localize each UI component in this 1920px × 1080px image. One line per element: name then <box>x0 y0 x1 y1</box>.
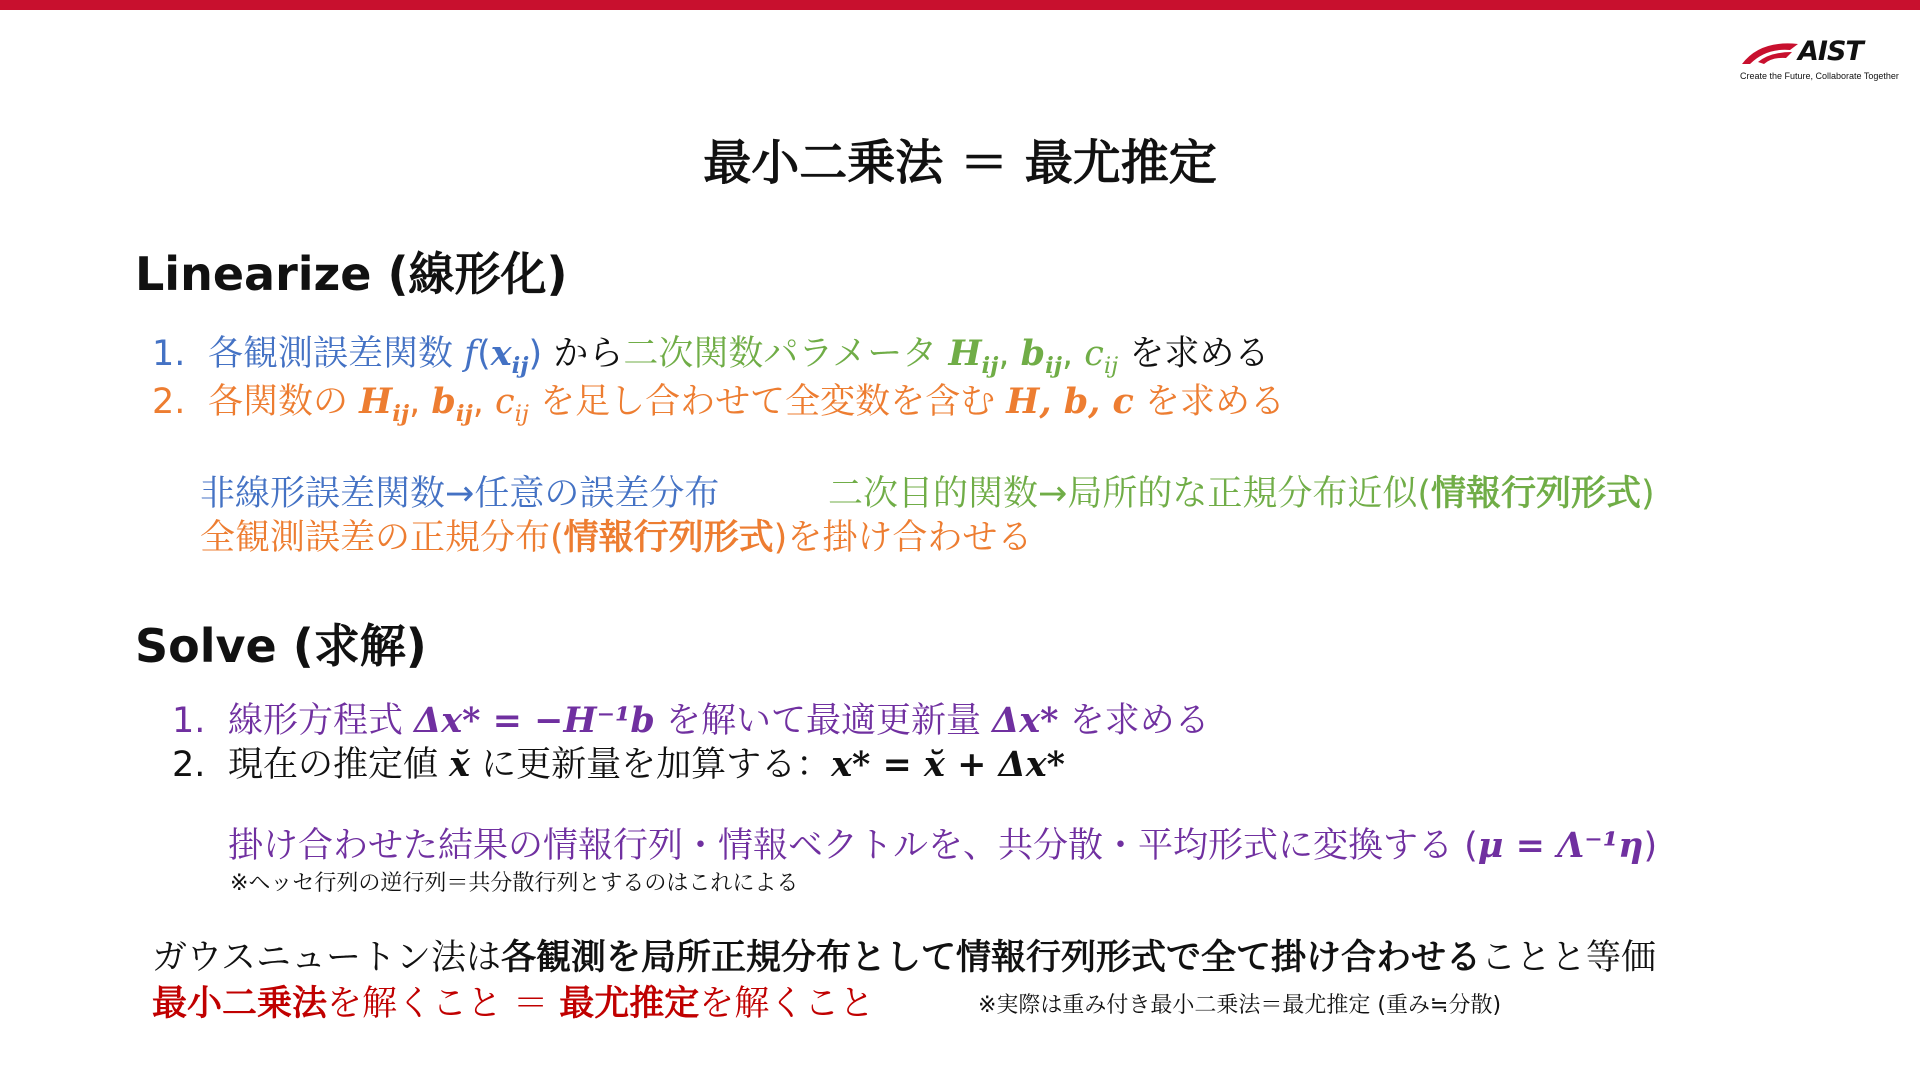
text: 掛け合わせた結果の情報行列・情報ベクトルを、共分散・平均形式に変換する ( <box>228 826 1478 866</box>
math-H: H <box>359 381 393 422</box>
math-c: c <box>495 382 515 422</box>
math-sub-ij: ij <box>1045 353 1063 379</box>
text-bold: 各観測を局所正規分布として情報行列形式で全て掛け合わせる <box>500 938 1481 978</box>
solve-item-2 <box>172 737 1065 787</box>
text: 現在の推定値 <box>228 745 439 785</box>
math-H: H <box>948 333 982 374</box>
math-f: f <box>464 334 478 374</box>
text: ことと等価 <box>1480 938 1656 978</box>
math-b: b <box>431 381 456 422</box>
item-number: 2. <box>172 745 206 785</box>
footnote-hessian: ※ヘッセ行列の逆行列＝共分散行列とするのはこれによる <box>230 871 799 896</box>
text: から <box>553 334 624 374</box>
text: を解くこと ＝ <box>327 984 560 1024</box>
text: 全観測誤差の正規分布( <box>200 518 564 558</box>
math-sub-ij: ij <box>392 401 410 427</box>
math-sub-ij: ij <box>455 401 473 427</box>
text: )を掛け合わせる <box>773 518 1033 558</box>
text: 二次目的関数→局所的な正規分布近似( <box>828 474 1431 514</box>
paren-open: ( <box>477 334 491 374</box>
text: 線形方程式 <box>228 701 404 741</box>
note-nonlinear: 非線形誤差関数→任意の誤差分布 <box>200 474 720 514</box>
note-product <box>200 510 1032 560</box>
note-conversion <box>228 818 1657 868</box>
aist-swoosh-icon <box>1740 38 1800 68</box>
math-sub-ij: ij <box>514 401 529 427</box>
text: を求める <box>1069 701 1210 741</box>
text: ガウスニュートン法は <box>152 938 501 978</box>
text: を足し合わせて全変数を含む <box>540 382 996 422</box>
math-dx: Δx* <box>992 700 1059 741</box>
conclusion-line-2 <box>152 976 874 1026</box>
text: を解いて最適更新量 <box>666 701 982 741</box>
text: を求める <box>1129 334 1270 374</box>
text-bold: 情報行列形式 <box>1430 474 1641 514</box>
heading-linearize: Linearize (線形化) <box>135 247 568 301</box>
math-sub-ij: ij <box>981 353 999 379</box>
math-sub-ij: ij <box>511 353 529 379</box>
text: ) <box>1641 474 1655 514</box>
math-sub-ij: ij <box>1103 353 1119 379</box>
heading-solve: Solve (求解) <box>135 619 427 673</box>
math-x-current: x̆ <box>449 744 471 785</box>
math-Hbc: H, b, c <box>1006 381 1134 422</box>
solve-item-1 <box>172 693 1210 743</box>
linearize-item-2: 2. 各関数の $H_{ij}$, $b_{ij}$, $c_{ij}$ を足し合わせて全変数を含む H, b, c を求める <box>152 381 1285 427</box>
math-x: x <box>490 333 512 374</box>
item-number: 1. <box>172 701 206 741</box>
text-bold: 情報行列形式 <box>563 518 774 558</box>
math-c: c <box>1084 334 1104 374</box>
note-weighted: ※実際は重み付き最小二乗法＝最尤推定 (重み≒分散) <box>978 993 1502 1018</box>
logo-tagline: Create the Future, Collaborate Together <box>1740 71 1899 81</box>
text-bold: 最小二乗法 <box>152 984 328 1024</box>
note-quadratic <box>828 466 1655 516</box>
math-equation: μ = Λ⁻¹η <box>1477 825 1644 866</box>
item-number: 1. <box>152 334 186 374</box>
conclusion-line-1 <box>152 930 1656 980</box>
paren-close: ) <box>528 334 543 374</box>
text: に更新量を加算する： <box>481 745 832 785</box>
linearize-item-1: 1. 各観測誤差関数 $f(x_{ij})$ から二次関数パラメータ $H_{ij}$, $b_{ij}$, $c_{ij}$ を求める <box>152 333 1270 379</box>
math-b: b <box>1020 333 1046 374</box>
text: 各関数の <box>208 382 349 422</box>
text-bold: 最尤推定 <box>559 984 700 1024</box>
text: ) <box>1643 826 1658 866</box>
text: 各観測誤差関数 <box>208 334 454 374</box>
logo-wordmark: AIST <box>1798 36 1863 67</box>
slide-title: 最小二乗法 ＝ 最尤推定 <box>703 135 1217 191</box>
aist-logo <box>1740 36 1899 86</box>
top-accent-bar <box>0 0 1920 10</box>
math-equation: Δx* = −H⁻¹b <box>414 700 655 741</box>
math-equation: x* = x̆ + Δx* <box>831 744 1065 785</box>
text: を解くこと <box>699 984 875 1024</box>
text: 二次関数パラメータ <box>623 334 938 374</box>
text: を求める <box>1144 382 1285 422</box>
item-number: 2. <box>152 382 186 422</box>
